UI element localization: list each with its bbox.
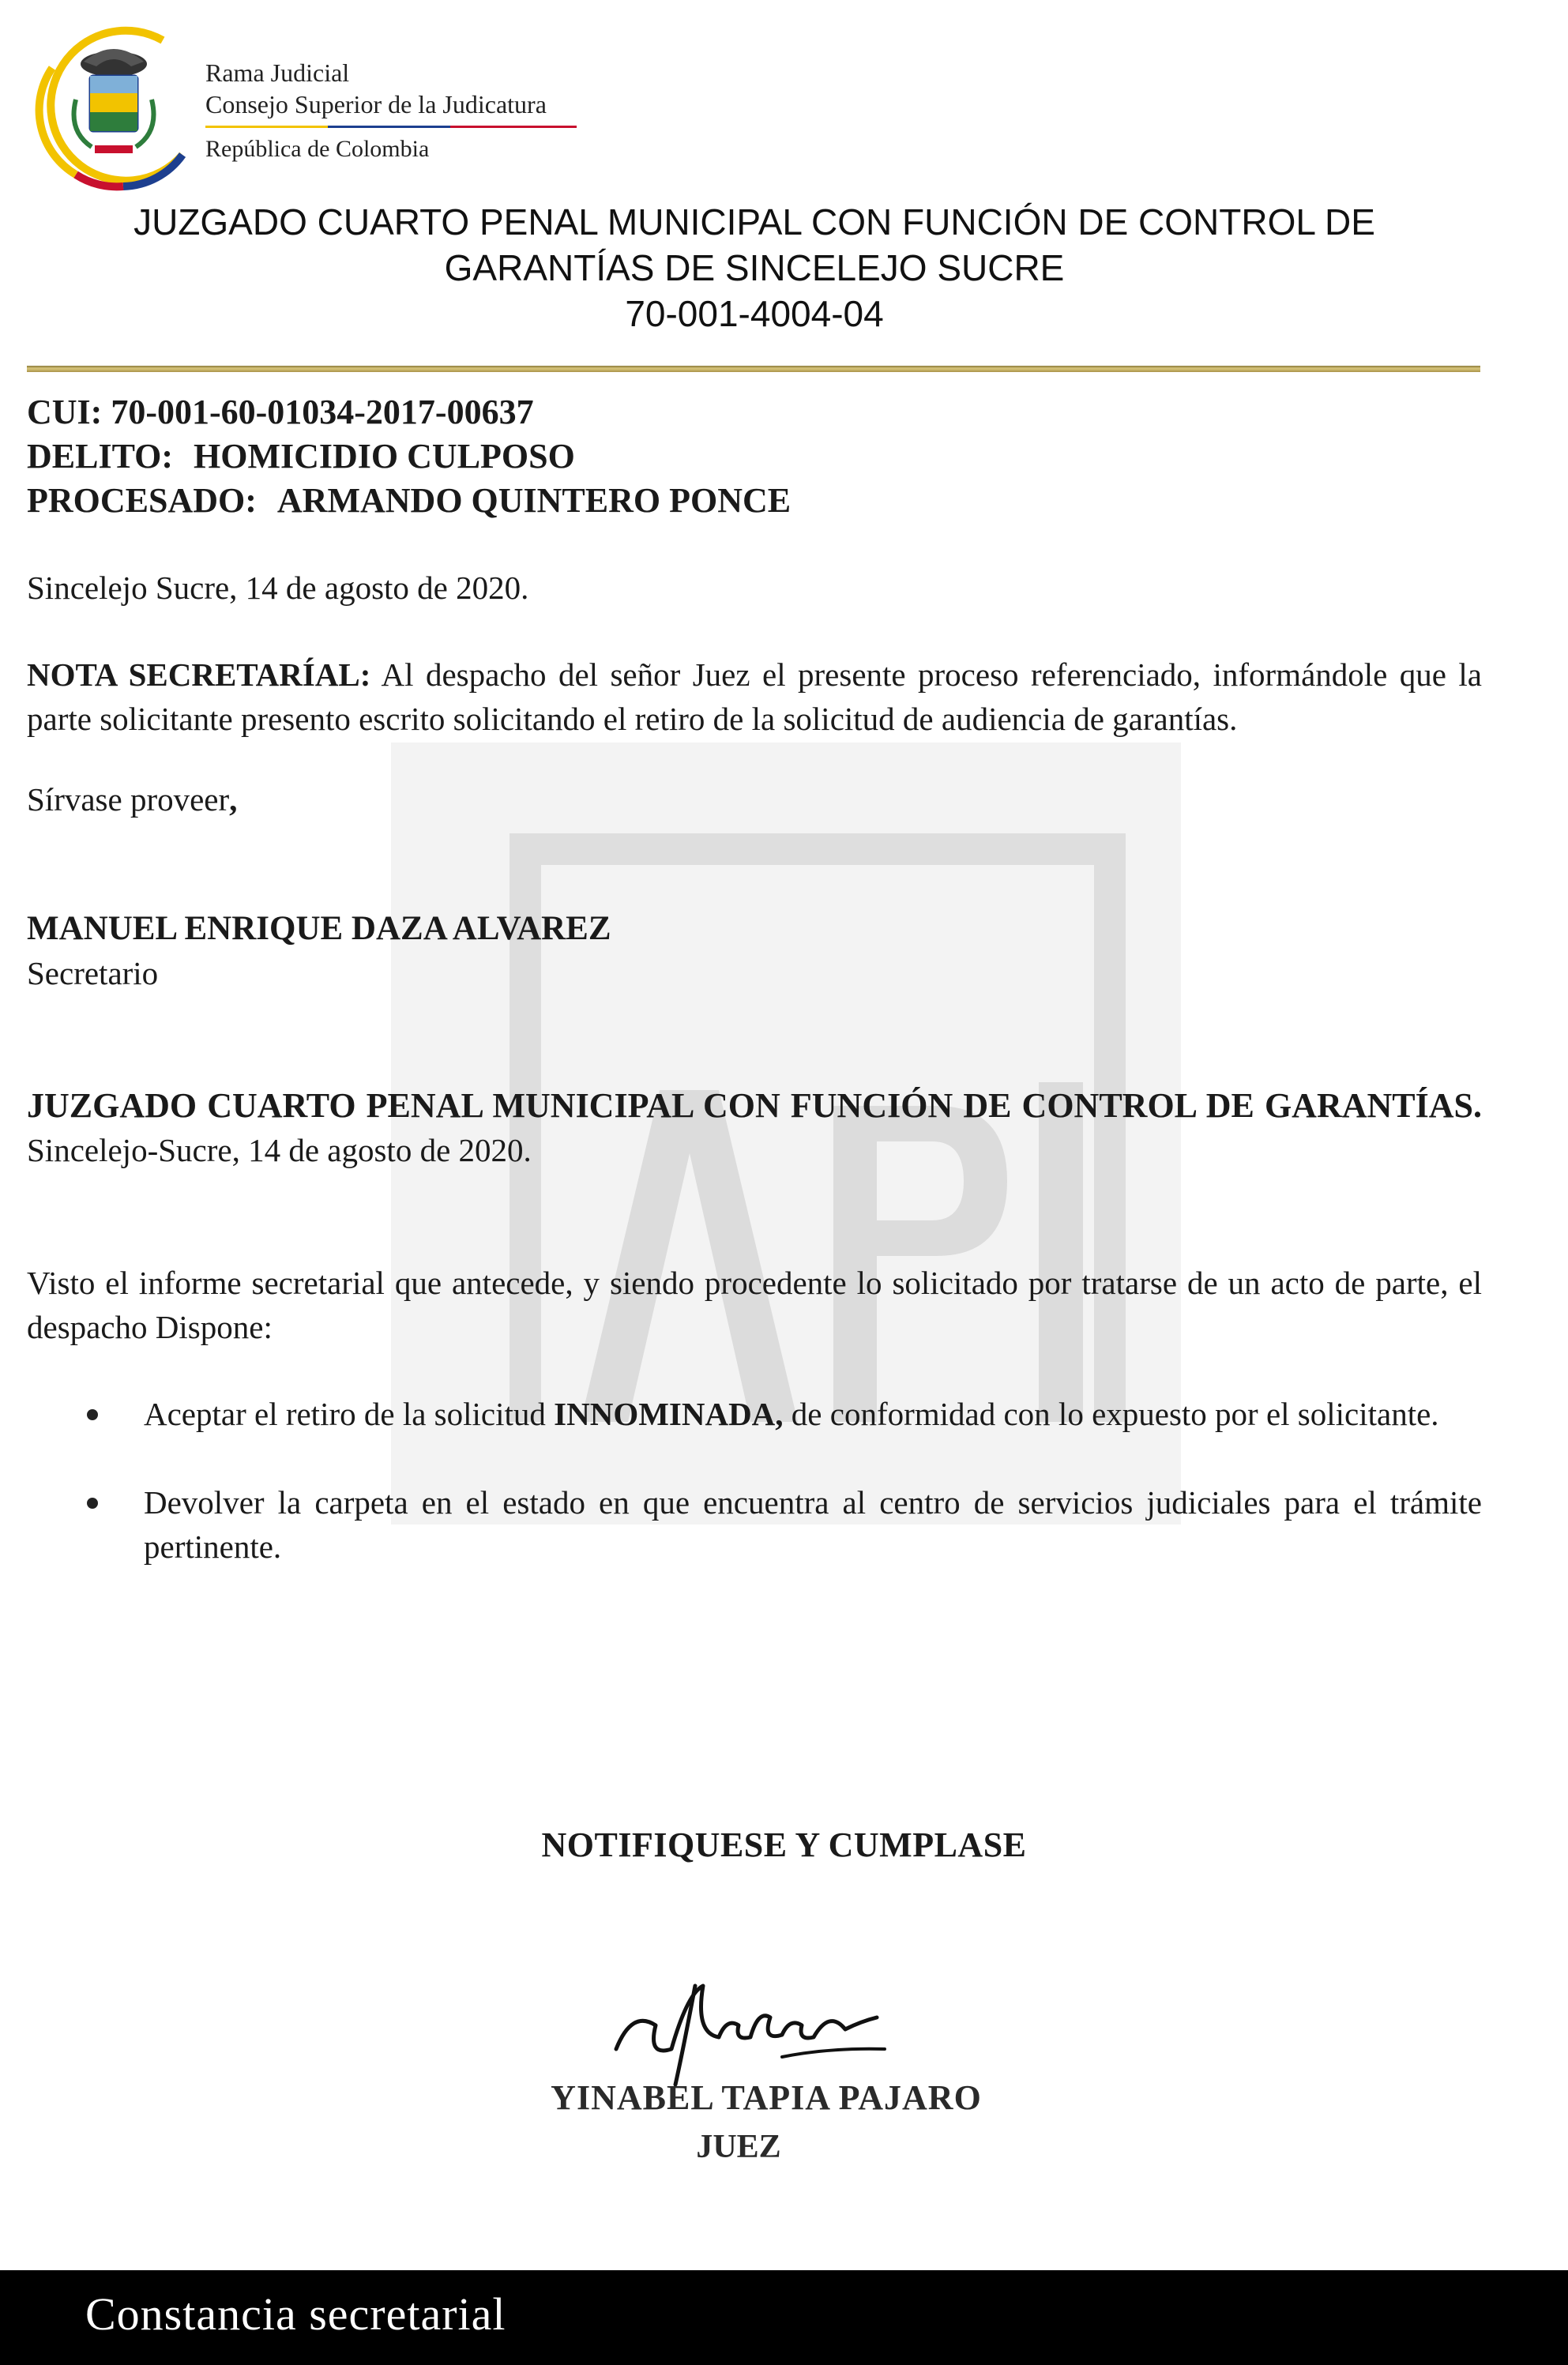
court-header-code: 70-001-4004-04 bbox=[625, 293, 884, 334]
bullet-icon bbox=[87, 1409, 98, 1420]
judge-name: YINABEL TAPIA PAJARO bbox=[551, 2078, 982, 2117]
coat-of-arms-icon bbox=[28, 21, 202, 202]
signature-block bbox=[506, 1962, 1027, 2215]
letterhead bbox=[28, 21, 597, 202]
brand-block bbox=[205, 57, 577, 164]
header-divider bbox=[27, 366, 1480, 372]
secretary-name: MANUEL ENRIQUE DAZA ALVAREZ bbox=[27, 910, 611, 947]
decision-intro: Visto el informe secretarial que antecede, y siendo procedente lo solicitado por tratarse de un acto de parte, el despacho Dispone: bbox=[27, 1265, 1482, 1345]
footer-label: Constancia secretarial bbox=[85, 2288, 506, 2340]
provide-comma: , bbox=[229, 781, 238, 818]
brand-rama-judicial: Rama Judicial bbox=[205, 58, 350, 87]
brand-consejo: Consejo Superior de la Judicatura bbox=[205, 90, 547, 118]
closing-statement: NOTIFIQUESE Y CUMPLASE bbox=[541, 1825, 1027, 1864]
procesado-value: ARMANDO QUINTERO PONCE bbox=[276, 481, 792, 520]
case-delito bbox=[27, 434, 1482, 479]
note-text: Al despacho del señor Juez el presente proceso referenciado, informándole que la parte solicitante presento escrito solicitando el retiro de la solicitud de audiencia de garantías. bbox=[27, 656, 1482, 737]
court-header-line2: GARANTÍAS DE SINCELEJO SUCRE bbox=[444, 247, 1065, 288]
item-text: Devolver la carpeta en el estado en que encuentra al centro de servicios judiciales para el trámite pertinente. bbox=[144, 1484, 1482, 1565]
provide-text: Sírvase proveer bbox=[27, 781, 230, 818]
handwritten-signature-icon bbox=[600, 1962, 901, 2089]
bullet-icon bbox=[87, 1498, 98, 1509]
document-body bbox=[27, 390, 1482, 1613]
case-block bbox=[27, 390, 1482, 523]
court-decision-bold: JUZGADO CUARTO PENAL MUNICIPAL CON FUNCIÓN DE CONTROL DE GARANTÍAS. bbox=[27, 1086, 1482, 1125]
note-label: NOTA SECRETARÍAL: bbox=[27, 656, 371, 693]
court-decision-text: Sincelejo-Sucre, 14 de agosto de 2020. bbox=[27, 1132, 532, 1168]
item-text-after: de conformidad con lo expuesto por el solicitante. bbox=[783, 1396, 1439, 1432]
delito-label: DELITO: bbox=[27, 437, 174, 476]
case-cui: CUI: 70-001-60-01034-2017-00637 bbox=[27, 393, 534, 431]
item-text: Aceptar el retiro de la solicitud bbox=[144, 1396, 555, 1432]
court-header-line1: JUZGADO CUARTO PENAL MUNICIPAL CON FUNCIÓN DE CONTROL DE bbox=[133, 201, 1375, 243]
secretary-role: Secretario bbox=[27, 955, 159, 991]
provide-line bbox=[27, 777, 1482, 822]
list-item bbox=[27, 1480, 1482, 1569]
judge-role: JUEZ bbox=[696, 2129, 781, 2165]
brand-republica: República de Colombia bbox=[205, 136, 430, 162]
item-bold: INNOMINADA, bbox=[554, 1396, 784, 1432]
court-header bbox=[79, 199, 1430, 337]
case-procesado bbox=[27, 479, 1482, 523]
delito-value: HOMICIDIO CULPOSO bbox=[194, 437, 575, 476]
list-item bbox=[27, 1392, 1482, 1436]
footer-bar bbox=[0, 2270, 1568, 2365]
court-decision bbox=[27, 1084, 1482, 1172]
secretary-block bbox=[27, 907, 1482, 995]
procesado-label: PROCESADO: bbox=[27, 481, 257, 520]
brand-tricolor-rule bbox=[205, 126, 577, 128]
date-line: Sincelejo Sucre, 14 de agosto de 2020. bbox=[27, 570, 529, 606]
decision-list bbox=[27, 1392, 1482, 1569]
secretarial-note bbox=[27, 652, 1482, 741]
